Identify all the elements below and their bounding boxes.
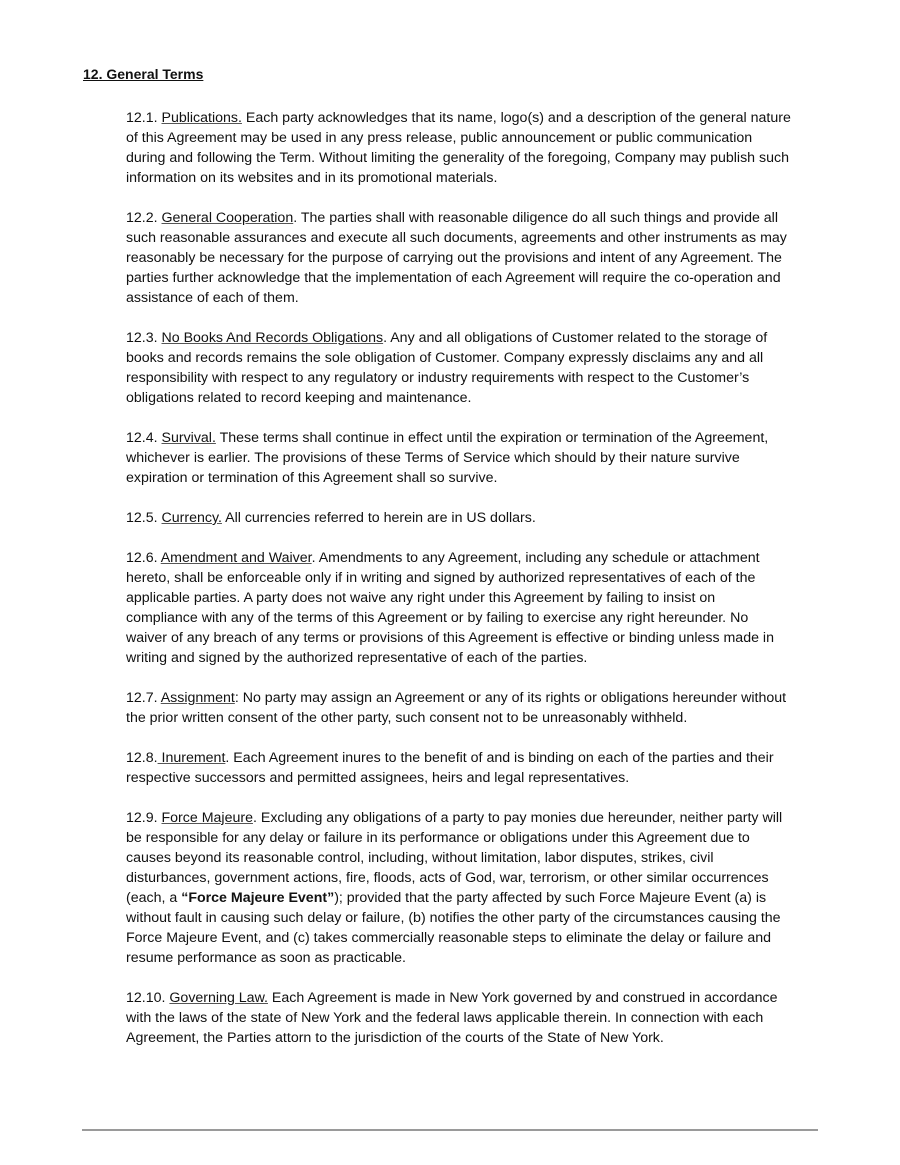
- clause-line: [126, 168, 826, 188]
- clause-title: Force Majeure: [161, 810, 253, 826]
- clause-line: [126, 828, 826, 848]
- clause-title: Publications.: [161, 110, 242, 126]
- clause-text: . Each Agreement inures to the benefit of and is binding on each of the parties and their: [225, 750, 774, 766]
- clause-number: 12.7.: [126, 690, 161, 706]
- clause-line: [126, 708, 826, 728]
- clause-12-7: [126, 688, 826, 728]
- clause-text: Each Agreement is made in New York governed by and construed in accordance: [267, 990, 778, 1006]
- clause-line: [126, 428, 826, 448]
- clause-line: [126, 368, 826, 388]
- clause-12-5: [126, 508, 826, 528]
- clause-text: be responsible for any delay or failure in its performance or obligations under this Agreement due to: [126, 830, 750, 846]
- clause-text: of this Agreement may be used in any press release, public announcement or public communication: [126, 130, 753, 146]
- clause-text: expiration or termination of this Agreement shall so survive.: [126, 470, 498, 486]
- clause-text: the prior written consent of the other party, such consent not to be unreasonably withheld.: [126, 710, 688, 726]
- clause-line: [126, 848, 826, 868]
- clause-text: responsibility with respect to any regulatory or industry requirements with respect to the Customer’s: [126, 370, 750, 386]
- clause-line: [126, 248, 826, 268]
- clause-text: All currencies referred to herein are in US dollars.: [221, 510, 536, 526]
- clause-line: [126, 108, 826, 128]
- clause-line: [126, 328, 826, 348]
- clause-text: books and records remains the sole obligation of Customer. Company expressly disclaims any and all: [126, 350, 764, 366]
- clause-text: (each, a: [126, 890, 182, 906]
- clause-title: General Cooperation: [161, 210, 294, 226]
- clause-line: [126, 808, 826, 828]
- clause-line: [126, 1028, 826, 1048]
- clause-line: [126, 868, 826, 888]
- clause-line: [126, 768, 826, 788]
- clause-number: 12.4.: [126, 430, 162, 446]
- section-heading: 12. General Terms: [83, 66, 204, 82]
- clause-line: [126, 148, 826, 168]
- clause-12-10: [126, 988, 826, 1048]
- clause-text: disturbances, government actions, fire, floods, acts of God, war, terrorism, or other similar occurrences: [126, 870, 769, 886]
- clause-line: [126, 548, 826, 568]
- clause-text: reasonably be necessary for the purpose of carrying out the provisions and intent of any Agreement. The: [126, 250, 782, 266]
- clause-text: : No party may assign an Agreement or any of its rights or obligations hereunder without: [234, 690, 787, 706]
- clause-12-6: [126, 548, 826, 668]
- clause-line: [126, 388, 826, 408]
- clause-text: . Excluding any obligations of a party to pay monies due hereunder, neither party will: [252, 810, 783, 826]
- clause-text: respective successors and permitted assignees, heirs and legal representatives.: [126, 770, 630, 786]
- clause-12-2: [126, 208, 826, 308]
- clause-number: 12.5.: [126, 510, 162, 526]
- clause-text: hereto, shall be enforceable only if in writing and signed by authorized representatives of each of the: [126, 570, 756, 586]
- clause-text: waiver of any breach of any terms or provisions of this Agreement is effective or binding unless made in: [126, 630, 774, 646]
- clause-text: . Any and all obligations of Customer related to the storage of: [383, 330, 768, 346]
- clause-title: Inurement: [157, 750, 226, 766]
- clause-line: [126, 508, 826, 528]
- clause-text: Each party acknowledges that its name, logo(s) and a description of the general nature: [241, 110, 791, 126]
- clause-line: [126, 588, 826, 608]
- clause-number: 12.1.: [126, 110, 162, 126]
- clause-text: such reasonable assurances and execute all such documents, agreements and other instruments as may: [126, 230, 787, 246]
- clause-line: [126, 228, 826, 248]
- clause-text: obligations related to record keeping and maintenance.: [126, 390, 472, 406]
- document-body: [126, 108, 826, 1068]
- clause-line: [126, 128, 826, 148]
- clause-line: [126, 568, 826, 588]
- clause-line: [126, 888, 826, 908]
- clause-number: 12.9.: [126, 810, 162, 826]
- clause-text: writing and signed by the authorized representative of each of the parties.: [126, 650, 588, 666]
- clause-text: Force Majeure Event, and (c) takes commercially reasonable steps to eliminate the delay or failure and: [126, 930, 772, 946]
- clause-12-9: [126, 808, 826, 968]
- clause-text: whichever is earlier. The provisions of these Terms of Service which should by their nature survive: [126, 450, 740, 466]
- clause-text: during and following the Term. Without limiting the generality of the foregoing, Company may publish such: [126, 150, 789, 166]
- clause-title: Governing Law.: [169, 990, 268, 1006]
- defined-term: “Force Majeure Event”: [181, 890, 335, 906]
- clause-number: 12.10.: [126, 990, 170, 1006]
- clause-line: [126, 908, 826, 928]
- clause-line: [126, 988, 826, 1008]
- clause-text: assistance of each of them.: [126, 290, 299, 306]
- clause-title: Survival.: [161, 430, 216, 446]
- clause-text: resume performance as soon as practicable.: [126, 950, 406, 966]
- clause-text: ); provided that the party affected by such Force Majeure Event (a) is: [334, 890, 767, 906]
- clause-line: [126, 928, 826, 948]
- clause-line: [126, 208, 826, 228]
- clause-text: with the laws of the state of New York and the federal laws applicable therein. In connection with each: [126, 1010, 764, 1026]
- clause-line: [126, 628, 826, 648]
- footer-divider: [82, 1129, 818, 1131]
- clause-title: Currency.: [161, 510, 222, 526]
- clause-12-8: [126, 748, 826, 788]
- clause-text: without fault in causing such delay or failure, (b) notifies the other party of the circumstances causing the: [126, 910, 781, 926]
- clause-line: [126, 748, 826, 768]
- clause-text: compliance with any of the terms of this Agreement or by failing to exercise any right hereunder. No: [126, 610, 749, 626]
- clause-line: [126, 948, 826, 968]
- clause-title: No Books And Records Obligations: [161, 330, 384, 346]
- clause-text: information on its websites and in its promotional materials.: [126, 170, 498, 186]
- clause-line: [126, 608, 826, 628]
- clause-text: Agreement, the Parties attorn to the jurisdiction of the courts of the State of New York.: [126, 1030, 664, 1046]
- clause-number: 12.2.: [126, 210, 162, 226]
- clause-12-3: [126, 328, 826, 408]
- clause-text: causes beyond its reasonable control, including, without limitation, labor disputes, strikes, civil: [126, 850, 714, 866]
- clause-title: Assignment: [160, 690, 235, 706]
- clause-title: Amendment and Waiver: [160, 550, 312, 566]
- clause-number: 12.3.: [126, 330, 162, 346]
- clause-line: [126, 688, 826, 708]
- clause-line: [126, 268, 826, 288]
- clause-line: [126, 448, 826, 468]
- clause-text: . The parties shall with reasonable diligence do all such things and provide all: [293, 210, 778, 226]
- clause-text: applicable parties. A party does not waive any right under this Agreement by failing to insist on: [126, 590, 716, 606]
- clause-line: [126, 288, 826, 308]
- clause-line: [126, 1008, 826, 1028]
- clause-number: 12.8.: [126, 750, 158, 766]
- clause-text: . Amendments to any Agreement, including any schedule or attachment: [311, 550, 760, 566]
- clause-12-4: [126, 428, 826, 488]
- clause-line: [126, 648, 826, 668]
- clause-number: 12.6.: [126, 550, 161, 566]
- clause-text: These terms shall continue in effect until the expiration or termination of the Agreement,: [215, 430, 769, 446]
- clause-12-1: [126, 108, 826, 188]
- clause-text: parties further acknowledge that the implementation of each Agreement will require the co-operation and: [126, 270, 781, 286]
- clause-line: [126, 348, 826, 368]
- clause-line: [126, 468, 826, 488]
